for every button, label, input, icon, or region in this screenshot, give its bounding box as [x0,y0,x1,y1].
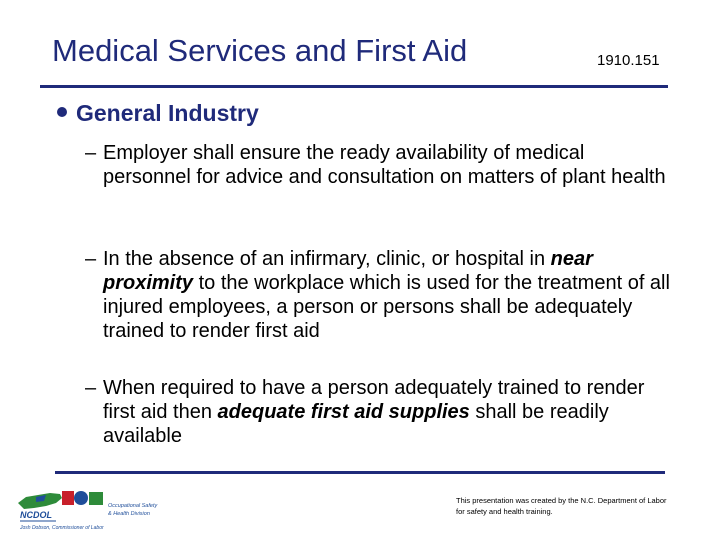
logo-org-line2: & Health Division [108,511,150,517]
text-before: In the absence of an infirmary, clinic, or hospital in [103,248,551,270]
logo-tagline: Josh Dobson, Commissioner of Labor [20,525,104,531]
text-after: shall be readily available [103,401,609,447]
sub-bullet-text [103,247,675,343]
emblem-red-icon [62,491,74,505]
sub-bullet-text: Employer shall ensure the ready availability of medical personnel for advice and consultation on matters of plant health [103,142,666,188]
emphasis-text: adequate first aid supplies [217,401,470,423]
bullet-dot-icon [57,107,67,117]
section-heading: General Industry [76,100,259,126]
title-divider [40,85,668,88]
footer-note: This presentation was created by the N.C. Department of Labor for safety and health training. [456,496,667,516]
dash-icon: – [85,142,97,164]
emblem-circle-icon [74,491,88,505]
ncdol-logo [16,487,176,532]
sub-bullet-3 [85,376,675,448]
slide-title: Medical Services and First Aid [52,33,468,68]
dash-icon: – [85,248,97,270]
dash-icon: – [85,377,97,399]
emblem-green-icon [89,492,103,505]
text-after: to the workplace which is used for the treatment of all injured employees, a person or persons shall be adequately trained to render first aid [103,272,670,342]
logo-abbr: NCDOL [20,510,52,520]
text-before: When required to have a person adequately trained to render first aid then [103,377,645,423]
logo-org-line1: Occupational Safety [108,503,158,509]
sub-bullet-text [103,376,675,448]
sub-bullet-2 [85,247,675,343]
sub-bullet-1 [85,141,675,189]
emphasis-text: near proximity [103,248,593,294]
footer-divider [55,471,665,474]
standard-number: 1910.151 [597,52,660,69]
